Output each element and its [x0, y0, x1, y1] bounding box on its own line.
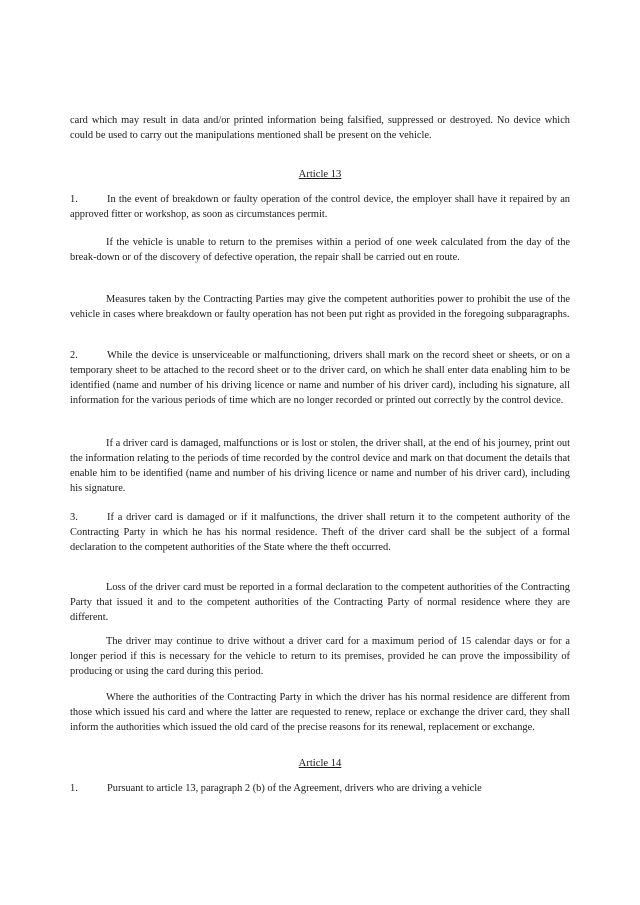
article-13-paragraph-3b: Loss of the driver card must be reported in a formal declaration to the competent authorities of the Contracting Party that issued it and to the competent authorities of the Contracting Party of normal residence where they are different. [70, 582, 570, 623]
article-13-heading: Article 13 [298, 169, 342, 180]
paragraph-number: 3. [70, 512, 78, 523]
paragraph-text: While the device is unserviceable or malfunctioning, drivers shall mark on the record sheet or sheets, or on a temporary sheet to be attached to the record sheet or to the driver card, on which he shall enter data enabling him to be identified (name and number of his driving licence or name and number of his driver card), including his signature, all information for the various periods of time which are no longer recorded or printed out correctly by the control device. [70, 350, 570, 406]
paragraph-number: 2. [70, 350, 78, 361]
article-13-paragraph-3d: Where the authorities of the Contracting Party in which the driver has his normal residence are different from those which issued his card and where the latter are requested to renew, replace or exchange the driver card, they shall inform the authorities which issued the old card of the precise reasons for its renewal, replacement or exchange. [70, 692, 570, 733]
article-13-paragraph-1 [70, 192, 570, 222]
paragraph-text: If a driver card is damaged or if it malfunctions, the driver shall return it to the competent authority of the Contracting Party in which he has his normal residence. Theft of the driver card shall be the subject of a formal declaration to the competent authorities of the State where the theft occurred. [70, 512, 570, 553]
article-13-paragraph-1b: If the vehicle is unable to return to the premises within a period of one week calculated from the day of the break-down or of the discovery of defective operation, the repair shall be carried out en route. [70, 237, 570, 263]
article-13-paragraph-3 [70, 510, 570, 555]
paragraph-text: Pursuant to article 13, paragraph 2 (b) of the Agreement, drivers who are driving a vehicle [107, 783, 482, 794]
intro-paragraph: card which may result in data and/or printed information being falsified, suppressed or destroyed. No device which could be used to carry out the manipulations mentioned shall be present on the vehicle. [70, 115, 570, 141]
paragraph-number: 1. [70, 783, 78, 794]
article-13-paragraph-3c: The driver may continue to drive without a driver card for a maximum period of 15 calendar days or for a longer period if this is necessary for the vehicle to return to its premises, provided he can prove the impossibility of producing or using the card during this period. [70, 636, 570, 677]
article-14-paragraph-1 [70, 781, 570, 796]
article-13-paragraph-2b: If a driver card is damaged, malfunctions or is lost or stolen, the driver shall, at the end of his journey, print out the information relating to the periods of time recorded by the control device and mark on that document the details that enable him to be identified (name and number of his driving licence or name and number of his driver card), including his signature. [70, 438, 570, 494]
article-14-heading: Article 14 [298, 758, 342, 769]
article-13-paragraph-2 [70, 348, 570, 408]
paragraph-number: 1. [70, 194, 78, 205]
paragraph-text: In the event of breakdown or faulty operation of the control device, the employer shall have it repaired by an approved fitter or workshop, as soon as circumstances permit. [70, 194, 570, 220]
article-13-paragraph-1c: Measures taken by the Contracting Parties may give the competent authorities power to prohibit the use of the vehicle in cases where breakdown or faulty operation has not been put right as provided in the foregoing subparagraphs. [70, 294, 570, 320]
